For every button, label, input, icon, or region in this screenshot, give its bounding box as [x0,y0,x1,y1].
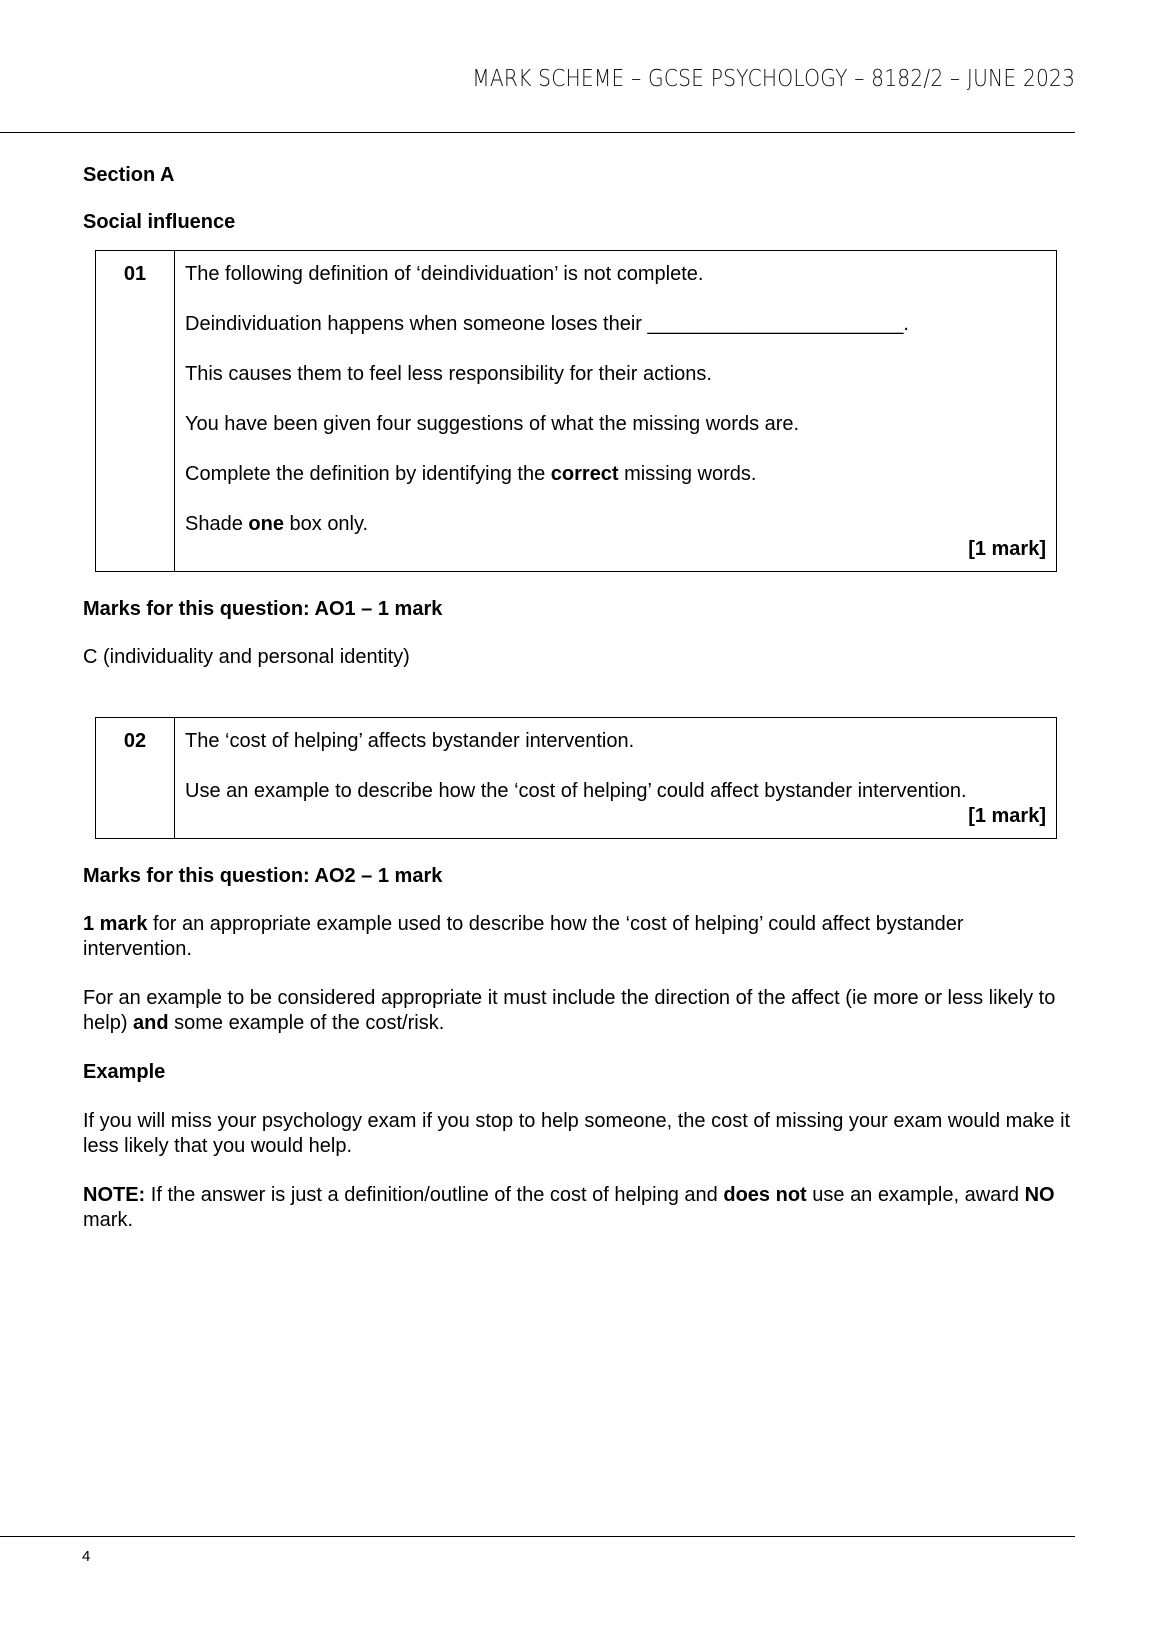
question-line [185,512,1046,537]
question-line: You have been given four suggestions of what the missing words are. [185,413,800,435]
answer-text: C (individuality and personal identity) [83,646,410,668]
text: For an example to be considered appropriate it must include the direction of the affect (ie more or less likely to help) [83,987,1056,1034]
question-text [175,251,1057,572]
emphasis: one [248,513,284,535]
mark-allocation: [1 mark] [968,538,1046,560]
footer-divider [0,1536,1075,1537]
text: some example of the cost/risk. [168,1012,445,1034]
marks-heading: Marks for this question: AO1 – 1 mark [83,598,443,620]
text: mark. [83,1209,133,1231]
question-text [175,718,1057,839]
question-01-box [95,250,1057,572]
section-title: Section A [83,164,175,186]
note-paragraph [83,1183,1073,1233]
question-line: Deindividuation happens when someone loses their _______________________. [185,313,909,335]
text: Complete the definition by identifying the [185,463,551,485]
question-number: 02 [96,718,175,839]
page-number: 4 [82,1548,91,1565]
guidance-paragraph [83,912,1073,962]
text: missing words. [618,463,757,485]
header-divider [0,132,1075,133]
question-line: Use an example to describe how the ‘cost of helping’ could affect bystander intervention. [185,780,967,802]
text: Shade [185,513,249,535]
emphasis: correct [550,463,619,485]
page-content [83,163,1073,1233]
emphasis: and [133,1012,169,1034]
example-text: If you will miss your psychology exam if you stop to help someone, the cost of missing your exam would make it less likely that you would help. [83,1110,1071,1157]
question-line [185,462,1046,487]
question-line: The ‘cost of helping’ affects bystander intervention. [185,730,635,752]
example-heading: Example [83,1061,166,1083]
text: If the answer is just a definition/outline of the cost of helping and [145,1184,724,1206]
emphasis: 1 mark [83,913,148,935]
guidance-paragraph [83,986,1073,1036]
note-label: NOTE: [83,1184,146,1206]
emphasis: does not [723,1184,807,1206]
document-header-title: MARK SCHEME – GCSE PSYCHOLOGY – 8182/2 – JUNE 2023 [472,66,1075,92]
text: box only. [283,513,369,535]
mark-allocation: [1 mark] [968,805,1046,827]
emphasis: NO [1024,1184,1055,1206]
question-02-box [95,717,1057,839]
marks-heading: Marks for this question: AO2 – 1 mark [83,865,443,887]
question-line: This causes them to feel less responsibility for their actions. [185,363,712,385]
question-line: The following definition of ‘deindividuation’ is not complete. [185,263,704,285]
section-subtitle: Social influence [83,211,236,233]
text: use an example, award [806,1184,1025,1206]
text: for an appropriate example used to describe how the ‘cost of helping’ could affect bystander intervention. [83,913,964,960]
question-number: 01 [96,251,175,572]
